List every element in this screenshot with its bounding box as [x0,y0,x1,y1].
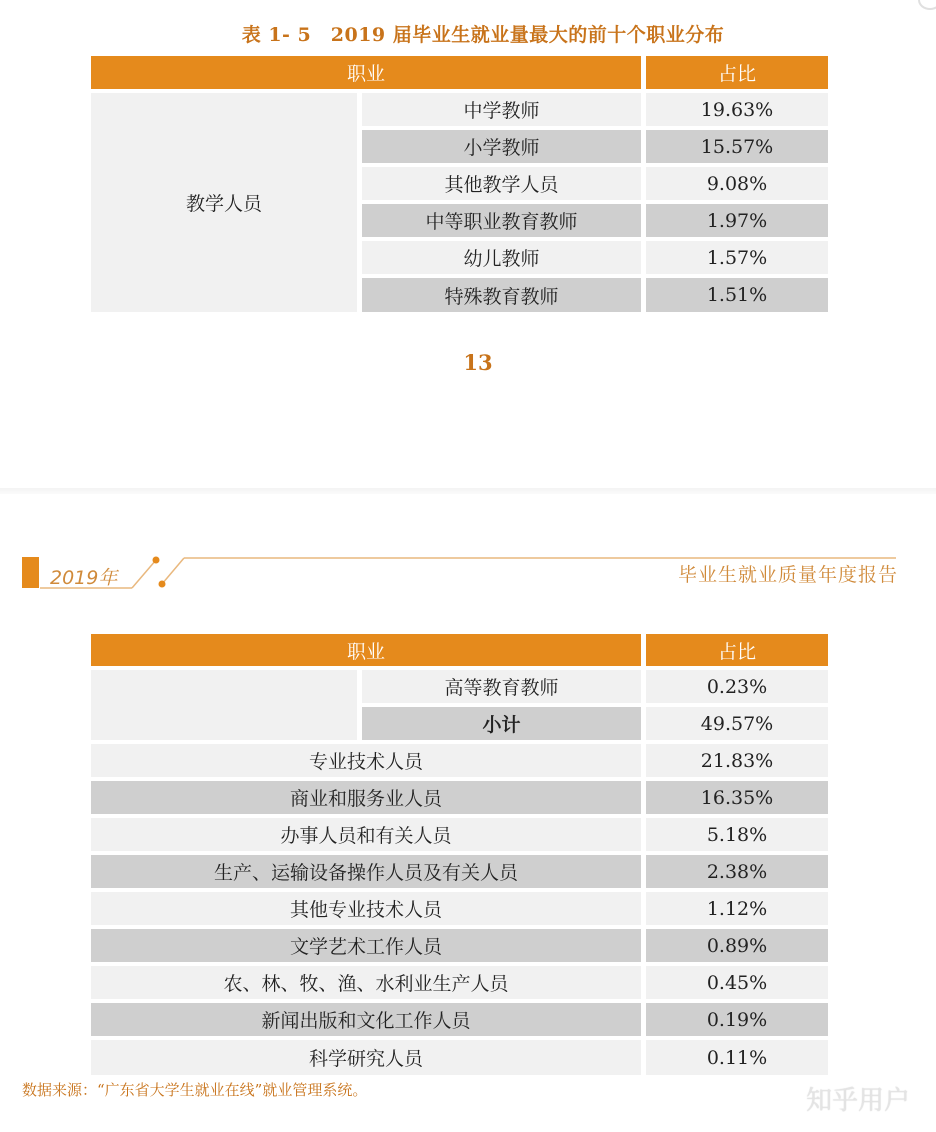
table-row-name: 科学研究人员 [91,1040,641,1075]
table-row-name: 办事人员和有关人员 [91,818,641,851]
table-row-name: 小学教师 [362,130,641,163]
group-cell-teaching: 教学人员 [91,93,357,312]
header-share: 占比 [646,634,828,666]
header-occupation: 职业 [91,56,641,89]
page-corner-decoration [918,0,936,10]
table-row-name: 文学艺术工作人员 [91,929,641,962]
table-row-share: 9.08% [646,167,828,200]
occupation-table-part2 [91,634,828,1075]
header-occupation: 职业 [91,634,641,666]
table-row-name: 中等职业教育教师 [362,204,641,237]
group-cell-continued [91,670,357,740]
banner-year: 2019年 [50,567,118,589]
table-row-share: 2.38% [646,855,828,888]
table-row-share: 16.35% [646,781,828,814]
table-row-name: 幼儿教师 [362,241,641,274]
table-row-name: 生产、运输设备操作人员及有关人员 [91,855,641,888]
table-row-share: 21.83% [646,744,828,777]
subtotal-share: 49.57% [646,707,828,740]
table-row-name: 商业和服务业人员 [91,781,641,814]
table-row-name: 特殊教育教师 [362,278,641,312]
table-row-share: 0.23% [646,670,828,703]
table-row-share: 0.11% [646,1040,828,1075]
table-row-share: 0.45% [646,966,828,999]
table-row-share: 19.63% [646,93,828,126]
page-13 [0,0,936,488]
table-row-name: 中学教师 [362,93,641,126]
page-number: 13 [463,350,493,375]
table-row-name: 其他教学人员 [362,167,641,200]
table-row-share: 1.12% [646,892,828,925]
zhihu-watermark: 知乎用户 [805,1086,910,1116]
table-row-share: 1.97% [646,204,828,237]
table-row-name: 农、林、牧、渔、水利业生产人员 [91,966,641,999]
table-title: 表 1- 5 2019 届毕业生就业量最大的前十个职业分布 [241,24,725,46]
table-row-name: 专业技术人员 [91,744,641,777]
table-row-share: 0.89% [646,929,828,962]
occupation-table-part1 [91,56,828,312]
source-note: 数据来源：“广东省大学生就业在线”就业管理系统。 [22,1081,368,1099]
banner-report-title: 毕业生就业质量年度报告 [677,564,898,586]
table-row-share: 15.57% [646,130,828,163]
subtotal-label: 小计 [362,707,641,740]
table-row-share: 5.18% [646,818,828,851]
table-row-share: 0.19% [646,1003,828,1036]
table-row-name: 新闻出版和文化工作人员 [91,1003,641,1036]
header-share: 占比 [646,56,828,89]
table-row-name: 高等教育教师 [362,670,641,703]
table-row-share: 1.57% [646,241,828,274]
table-row-name: 其他专业技术人员 [91,892,641,925]
table-row-share: 1.51% [646,278,828,312]
